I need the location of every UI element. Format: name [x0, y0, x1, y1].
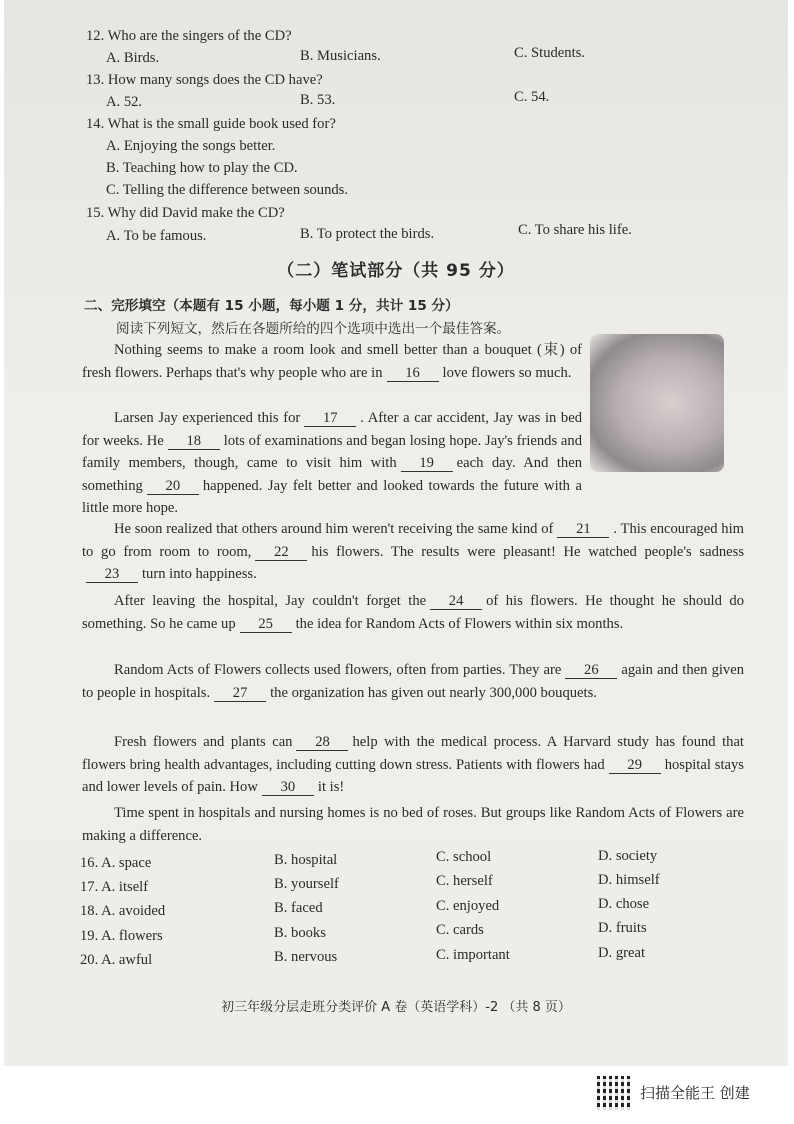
- q15-option-a: A. To be famous.: [106, 228, 207, 244]
- blank-23: 23: [86, 566, 138, 583]
- option-19-d: D. fruits: [598, 920, 647, 936]
- p3-text-2: . This encouraged him to go from room to room,: [82, 521, 744, 560]
- q14-option-c: C. Telling the difference between sounds.: [106, 182, 349, 198]
- option-18-a: 18. A. avoided: [80, 903, 166, 919]
- cloze-instruction: 阅读下列短文，然后在各题所给的四个选项中选出一个最佳答案。: [116, 321, 511, 337]
- option-20-a: 20. A. awful: [80, 952, 153, 968]
- page-footer: 初三年级分层走班分类评价 A 卷（英语学科）-2 （共 8 页）: [221, 1000, 571, 1015]
- cloze-paragraph-2: [82, 407, 582, 520]
- q12-option-a: A. Birds.: [106, 50, 160, 66]
- p7-text: Time spent in hospitals and nursing homes is no bed of roses. But groups like Random Acts of Flowers are making a difference.: [82, 805, 744, 844]
- option-18-c: C. enjoyed: [436, 898, 500, 914]
- option-19-c: C. cards: [436, 922, 484, 938]
- q13-option-a: A. 52.: [106, 94, 143, 110]
- option-16-d: D. society: [598, 848, 658, 864]
- p3-text-3: his flowers. The results were pleasant! He watched people's sadness: [311, 543, 744, 560]
- option-18-d: D. chose: [598, 896, 650, 912]
- p2-text-3: lots of examinations and began losing hope. Jay's friends and family members, though, came to visit him with: [82, 432, 582, 472]
- p2-text-2: . After a car accident, Jay was in bed for weeks. He: [82, 410, 582, 449]
- q12-option-c: C. Students.: [514, 45, 585, 61]
- blank-26: 26: [565, 662, 617, 679]
- option-16-b: B. hospital: [274, 852, 338, 868]
- p6-text-3: hospital stays and lower levels of pain. How: [82, 756, 744, 796]
- p4-text-1: After leaving the hospital, Jay couldn't forget the: [114, 593, 427, 609]
- option-17-b: B. yourself: [274, 876, 339, 892]
- cloze-paragraph-4: [82, 590, 744, 635]
- p6-text-4: it is!: [317, 779, 345, 796]
- cloze-heading: 二、完形填空（本题有 15 小题，每小题 1 分，共计 15 分）: [84, 298, 459, 314]
- option-17-d: D. himself: [598, 872, 660, 888]
- option-16-a: 16. A. space: [80, 855, 152, 871]
- question-14: 14. What is the small guide book used for?: [86, 116, 336, 132]
- blank-18: 18: [168, 433, 220, 450]
- option-17-c: C. herself: [436, 873, 493, 889]
- option-19-b: B. books: [274, 925, 326, 941]
- cloze-paragraph-1: [82, 339, 582, 384]
- section-title: （二）笔试部分（共 95 分）: [277, 261, 515, 281]
- q14-option-a: A. Enjoying the songs better.: [106, 138, 276, 154]
- option-16-c: C. school: [436, 849, 492, 865]
- option-17-a: 17. A. itself: [80, 879, 149, 895]
- option-19-a: 19. A. flowers: [80, 928, 163, 944]
- p2-text-4: each day. And then something: [82, 455, 583, 494]
- p5-text-1: Random Acts of Flowers collects used flowers, often from parties. They are: [114, 662, 562, 678]
- blank-17: 17: [304, 410, 356, 427]
- p3-text-4: turn into happiness.: [142, 566, 257, 583]
- p1-text-1: Nothing seems to make a room look and smell better than a bouquet (束) of fresh flowers. Perhaps that's why people who are in: [82, 342, 582, 381]
- cloze-paragraph-5: [82, 659, 744, 704]
- blank-24: 24: [430, 593, 482, 610]
- q15-option-c: C. To share his life.: [518, 222, 632, 238]
- blank-21: 21: [557, 521, 609, 538]
- question-13: 13. How many songs does the CD have?: [86, 72, 323, 88]
- option-18-b: B. faced: [274, 900, 323, 916]
- question-12: 12. Who are the singers of the CD?: [86, 28, 292, 44]
- blank-30: 30: [262, 779, 314, 796]
- qr-code-icon: [597, 1076, 631, 1110]
- p3-text-1: He soon realized that others around him weren't receiving the same kind of: [114, 521, 554, 537]
- p4-text-2: of his flowers. He thought he should do something. So he came up: [82, 593, 744, 632]
- cloze-paragraph-6: [82, 731, 744, 799]
- blank-28: 28: [296, 734, 348, 751]
- blank-22: 22: [255, 544, 307, 561]
- p1-text-2: love flowers so much.: [442, 364, 572, 381]
- exam-page: [4, 0, 788, 1066]
- blank-29: 29: [609, 757, 661, 774]
- q12-option-b: B. Musicians.: [300, 48, 381, 64]
- scanner-watermark: 扫描全能王 创建: [640, 1084, 750, 1102]
- blank-20: 20: [147, 478, 199, 495]
- p2-text-1: Larsen Jay experienced this for: [114, 410, 301, 426]
- blank-25: 25: [240, 616, 292, 633]
- p2-text-5: happened. Jay felt better and looked towards the future with a little more hope.: [82, 477, 582, 517]
- q14-option-b: B. Teaching how to play the CD.: [106, 160, 298, 176]
- question-15: 15. Why did David make the CD?: [86, 205, 285, 221]
- p4-text-3: the idea for Random Acts of Flowers within six months.: [295, 615, 624, 632]
- q15-option-b: B. To protect the birds.: [300, 226, 435, 242]
- p6-text-2: help with the medical process. A Harvard study has found that flowers bring health advantages, including cutting down stress. Patients with flowers had: [82, 734, 744, 773]
- option-20-c: C. important: [436, 947, 510, 963]
- q13-option-b: B. 53.: [300, 92, 336, 108]
- p5-text-3: the organization has given out nearly 300,000 bouquets.: [270, 684, 597, 701]
- blank-16: 16: [387, 365, 439, 382]
- cloze-paragraph-7: [82, 802, 744, 847]
- option-20-d: D. great: [598, 945, 646, 961]
- flower-bouquet-photo: [590, 334, 724, 472]
- p6-text-1: Fresh flowers and plants can: [114, 734, 293, 750]
- blank-27: 27: [214, 685, 266, 702]
- p5-text-2: again and then given to people in hospitals.: [82, 662, 744, 701]
- q13-option-c: C. 54.: [514, 89, 550, 105]
- option-20-b: B. nervous: [274, 949, 338, 965]
- blank-19: 19: [401, 455, 453, 472]
- cloze-paragraph-3: [82, 518, 744, 586]
